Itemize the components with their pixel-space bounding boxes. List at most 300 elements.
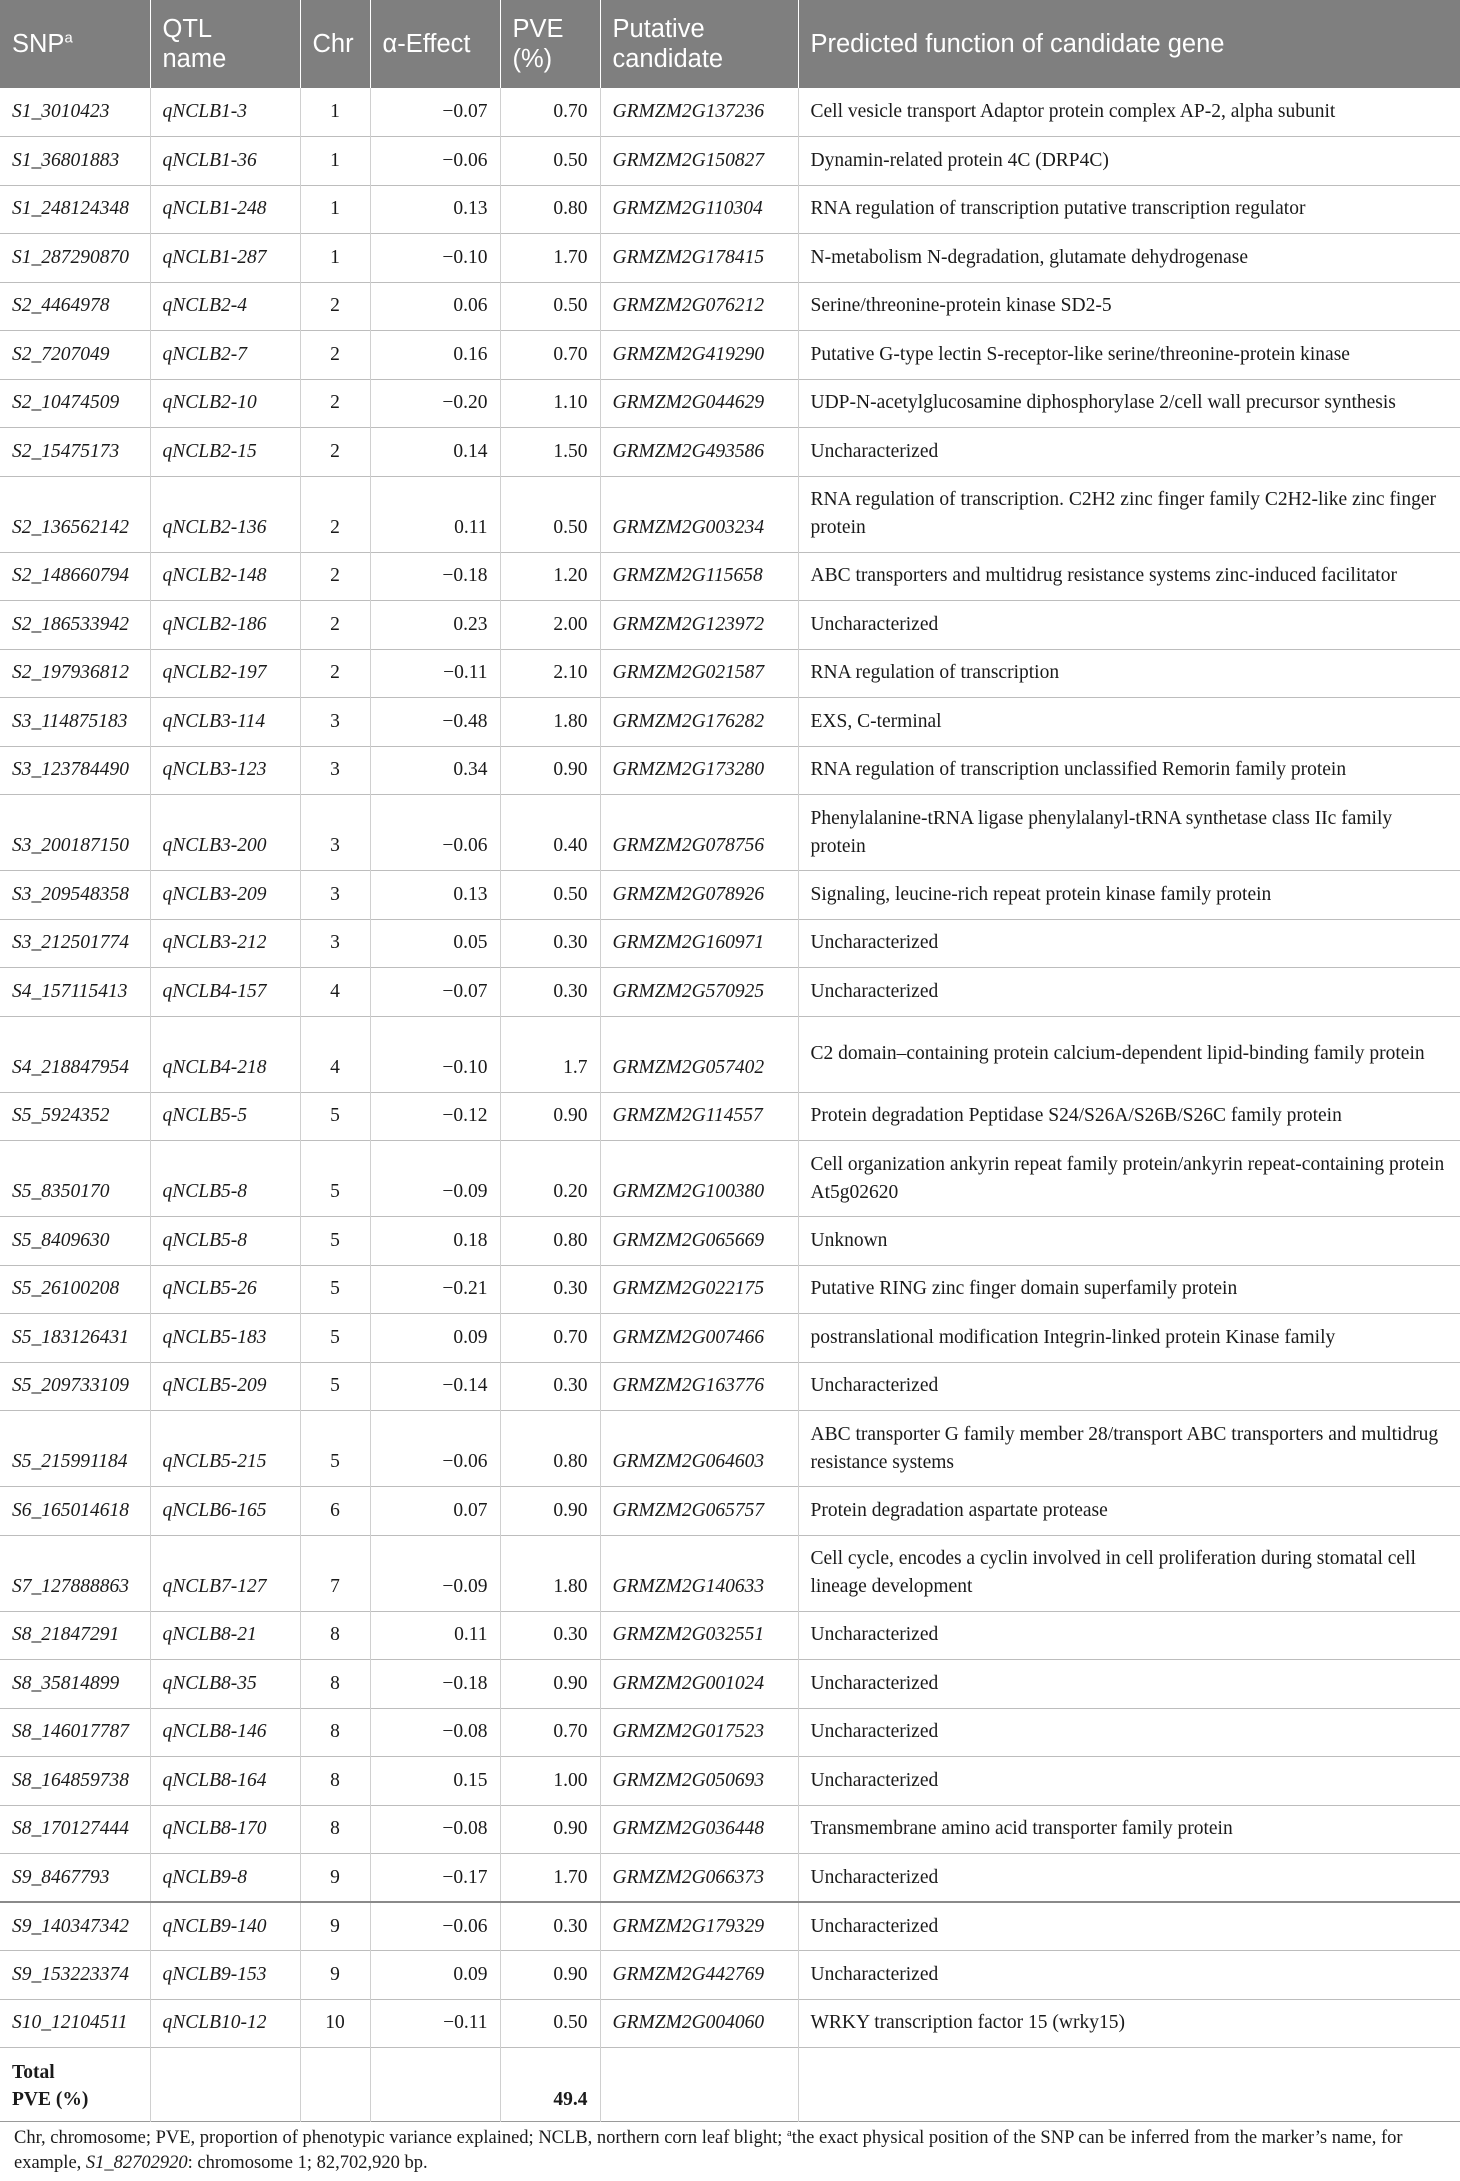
pve-cell: 0.50 xyxy=(500,871,600,920)
chr-cell: 5 xyxy=(300,1265,370,1314)
effect-cell: −0.08 xyxy=(370,1805,500,1854)
pve-cell: 0.90 xyxy=(500,1487,600,1536)
qtl-name-cell: qNCLB5-26 xyxy=(150,1265,300,1314)
effect-cell: 0.11 xyxy=(370,476,500,552)
snp-cell: S5_26100208 xyxy=(0,1265,150,1314)
function-cell: Phenylalanine-tRNA ligase phenylalanyl-tRNA synthetase class IIc family protein xyxy=(810,807,1393,857)
table-row xyxy=(0,234,1460,283)
table-row xyxy=(0,88,1460,137)
pve-cell: 1.70 xyxy=(500,1854,600,1903)
pve-cell: 0.80 xyxy=(500,1217,600,1266)
gene-cell: GRMZM2G419290 xyxy=(600,331,798,380)
effect-cell: −0.11 xyxy=(370,649,500,698)
table-body xyxy=(0,88,1460,2122)
qtl-name-cell: qNCLB2-10 xyxy=(150,379,300,428)
function-cell: Cell organization ankyrin repeat family protein/ankyrin repeat-containing protein At5g02620 xyxy=(810,1153,1445,1203)
gene-cell: GRMZM2G115658 xyxy=(600,552,798,601)
table-row xyxy=(0,871,1460,920)
snp-cell: S3_212501774 xyxy=(0,919,150,968)
gene-cell: GRMZM2G064603 xyxy=(600,1411,798,1487)
table-row xyxy=(0,185,1460,234)
function-cell: Uncharacterized xyxy=(810,440,939,462)
pve-cell: 1.70 xyxy=(500,234,600,283)
total-empty-cell xyxy=(798,2048,1460,2122)
snp-cell: S4_157115413 xyxy=(0,968,150,1017)
snp-cell: S2_197936812 xyxy=(0,649,150,698)
snp-cell: S8_170127444 xyxy=(0,1805,150,1854)
gene-cell: GRMZM2G442769 xyxy=(600,1951,798,2000)
qtl-name-cell: qNCLB5-8 xyxy=(150,1217,300,1266)
effect-cell: 0.14 xyxy=(370,428,500,477)
function-cell: Uncharacterized xyxy=(810,1866,939,1888)
function-cell: ABC transporter G family member 28/transport ABC transporters and multidrug resistance systems xyxy=(810,1423,1439,1473)
chr-cell: 8 xyxy=(300,1660,370,1709)
table-header xyxy=(0,0,1460,88)
gene-cell: GRMZM2G178415 xyxy=(600,234,798,283)
chr-cell: 9 xyxy=(300,1854,370,1903)
table-row xyxy=(0,601,1460,650)
pve-cell: 1.50 xyxy=(500,428,600,477)
snp-cell: S5_5924352 xyxy=(0,1092,150,1141)
header-pve xyxy=(500,0,600,88)
effect-cell: −0.17 xyxy=(370,1854,500,1903)
footnote-mark: a xyxy=(787,2126,792,2139)
snp-cell: S7_127888863 xyxy=(0,1535,150,1611)
header-putative-candidate xyxy=(600,0,798,88)
table-row xyxy=(0,1487,1460,1536)
header-putative-line1: Putative xyxy=(612,15,705,43)
pve-cell: 0.90 xyxy=(500,746,600,795)
function-cell: Protein degradation aspartate protease xyxy=(810,1499,1108,1521)
header-chr: Chr xyxy=(300,0,370,88)
header-snp-label: SNP xyxy=(12,30,65,58)
gene-cell: GRMZM2G078756 xyxy=(600,795,798,871)
function-cell: Uncharacterized xyxy=(810,613,939,635)
table-row xyxy=(0,1016,1460,1092)
snp-cell: S5_8409630 xyxy=(0,1217,150,1266)
effect-cell: 0.11 xyxy=(370,1611,500,1660)
function-cell: Cell vesicle transport Adaptor protein complex AP-2, alpha subunit xyxy=(810,101,1336,122)
function-cell: Serine/threonine-protein kinase SD2-5 xyxy=(810,295,1112,317)
pve-cell: 1.80 xyxy=(500,698,600,747)
pve-cell: 0.30 xyxy=(500,1265,600,1314)
effect-cell: −0.07 xyxy=(370,88,500,137)
chr-cell: 10 xyxy=(300,1999,370,2048)
qtl-name-cell: qNCLB2-197 xyxy=(150,649,300,698)
effect-cell: −0.06 xyxy=(370,1411,500,1487)
gene-cell: GRMZM2G078926 xyxy=(600,871,798,920)
table-row xyxy=(0,379,1460,428)
table-row xyxy=(0,331,1460,380)
table-row xyxy=(0,1611,1460,1660)
table-row xyxy=(0,1362,1460,1411)
total-label-line2: PVE (%) xyxy=(12,2089,89,2110)
gene-cell: GRMZM2G100380 xyxy=(600,1141,798,1217)
table-row xyxy=(0,649,1460,698)
qtl-name-cell: qNCLB9-153 xyxy=(150,1951,300,2000)
function-cell: Uncharacterized xyxy=(810,1915,939,1937)
table-row xyxy=(0,137,1460,186)
effect-cell: 0.16 xyxy=(370,331,500,380)
gene-cell: GRMZM2G137236 xyxy=(600,88,798,137)
table-row xyxy=(0,1660,1460,1709)
chr-cell: 6 xyxy=(300,1487,370,1536)
qtl-name-cell: qNCLB9-8 xyxy=(150,1854,300,1903)
total-label-line1: Total xyxy=(12,2062,55,2083)
qtl-name-cell: qNCLB3-200 xyxy=(150,795,300,871)
qtl-name-cell: qNCLB9-140 xyxy=(150,1902,300,1951)
chr-cell: 1 xyxy=(300,185,370,234)
footnote-text-2: the exact physical position of the SNP can be inferred from the marker’s name, for example, xyxy=(14,2128,1403,2173)
qtl-name-cell: qNCLB2-136 xyxy=(150,476,300,552)
effect-cell: −0.48 xyxy=(370,698,500,747)
effect-cell: 0.07 xyxy=(370,1487,500,1536)
chr-cell: 5 xyxy=(300,1411,370,1487)
snp-cell: S2_148660794 xyxy=(0,552,150,601)
snp-cell: S1_36801883 xyxy=(0,137,150,186)
table-row xyxy=(0,1141,1460,1217)
table-row xyxy=(0,1092,1460,1141)
chr-cell: 3 xyxy=(300,795,370,871)
header-qtl-line1: QTL xyxy=(162,15,213,43)
pve-cell: 0.50 xyxy=(500,1999,600,2048)
chr-cell: 8 xyxy=(300,1708,370,1757)
gene-cell: GRMZM2G065669 xyxy=(600,1217,798,1266)
effect-cell: 0.09 xyxy=(370,1314,500,1363)
qtl-name-cell: qNCLB8-21 xyxy=(150,1611,300,1660)
gene-cell: GRMZM2G076212 xyxy=(600,282,798,331)
pve-cell: 0.40 xyxy=(500,795,600,871)
qtl-name-cell: qNCLB1-287 xyxy=(150,234,300,283)
function-cell: Dynamin-related protein 4C (DRP4C) xyxy=(810,149,1109,171)
chr-cell: 9 xyxy=(300,1951,370,2000)
pve-cell: 0.70 xyxy=(500,88,600,137)
function-cell: ABC transporters and multidrug resistance systems zinc-induced facilitator xyxy=(810,565,1397,587)
chr-cell: 2 xyxy=(300,476,370,552)
chr-cell: 4 xyxy=(300,1016,370,1092)
gene-cell: GRMZM2G003234 xyxy=(600,476,798,552)
effect-cell: −0.06 xyxy=(370,1902,500,1951)
pve-cell: 0.80 xyxy=(500,185,600,234)
effect-cell: −0.18 xyxy=(370,1660,500,1709)
qtl-name-cell: qNCLB3-114 xyxy=(150,698,300,747)
gene-cell: GRMZM2G163776 xyxy=(600,1362,798,1411)
pve-cell: 0.30 xyxy=(500,1902,600,1951)
gene-cell: GRMZM2G173280 xyxy=(600,746,798,795)
qtl-name-cell: qNCLB4-218 xyxy=(150,1016,300,1092)
snp-cell: S8_35814899 xyxy=(0,1660,150,1709)
function-cell: Putative G-type lectin S-receptor-like serine/threonine-protein kinase xyxy=(810,343,1350,365)
qtl-name-cell: qNCLB2-186 xyxy=(150,601,300,650)
effect-cell: 0.09 xyxy=(370,1951,500,2000)
snp-cell: S2_4464978 xyxy=(0,282,150,331)
effect-cell: 0.13 xyxy=(370,185,500,234)
qtl-name-cell: qNCLB8-35 xyxy=(150,1660,300,1709)
table-row xyxy=(0,1805,1460,1854)
pve-cell: 0.90 xyxy=(500,1951,600,2000)
footnote-example-marker: S1_82702920 xyxy=(85,2153,188,2173)
function-cell: Protein degradation Peptidase S24/S26A/S26B/S26C family protein xyxy=(810,1105,1342,1127)
function-cell: Transmembrane amino acid transporter family protein xyxy=(810,1818,1233,1840)
effect-cell: 0.34 xyxy=(370,746,500,795)
header-qtl-line2: name xyxy=(162,45,227,73)
effect-cell: −0.06 xyxy=(370,795,500,871)
pve-cell: 0.50 xyxy=(500,137,600,186)
effect-cell: −0.10 xyxy=(370,234,500,283)
snp-cell: S2_15475173 xyxy=(0,428,150,477)
effect-cell: −0.20 xyxy=(370,379,500,428)
header-snp-footnote-mark: a xyxy=(64,30,73,47)
snp-cell: S3_114875183 xyxy=(0,698,150,747)
snp-cell: S10_12104511 xyxy=(0,1999,150,2048)
function-cell: postranslational modification Integrin-linked protein Kinase family xyxy=(810,1326,1336,1348)
chr-cell: 2 xyxy=(300,379,370,428)
function-cell: RNA regulation of transcription. C2H2 zinc finger family C2H2-like zinc finger protein xyxy=(810,489,1436,538)
pve-cell: 0.20 xyxy=(500,1141,600,1217)
header-putative-line2: candidate xyxy=(612,45,724,73)
table-row xyxy=(0,1217,1460,1266)
pve-cell: 0.50 xyxy=(500,282,600,331)
chr-cell: 5 xyxy=(300,1092,370,1141)
total-empty-cell xyxy=(600,2048,798,2122)
function-cell: Uncharacterized xyxy=(810,1963,939,1985)
snp-cell: S3_123784490 xyxy=(0,746,150,795)
function-cell: Uncharacterized xyxy=(810,1769,939,1791)
qtl-name-cell: qNCLB7-127 xyxy=(150,1535,300,1611)
pve-cell: 0.50 xyxy=(500,476,600,552)
table-row xyxy=(0,1708,1460,1757)
total-empty-cell xyxy=(370,2048,500,2122)
chr-cell: 5 xyxy=(300,1314,370,1363)
gene-cell: GRMZM2G123972 xyxy=(600,601,798,650)
function-cell: RNA regulation of transcription unclassified Remorin family protein xyxy=(810,759,1347,781)
function-cell: Uncharacterized xyxy=(810,980,939,1002)
gene-cell: GRMZM2G021587 xyxy=(600,649,798,698)
snp-cell: S1_248124348 xyxy=(0,185,150,234)
table-row xyxy=(0,698,1460,747)
chr-cell: 3 xyxy=(300,919,370,968)
function-cell: Cell cycle, encodes a cyclin involved in cell proliferation during stomatal cell lineage development xyxy=(810,1548,1416,1597)
qtl-name-cell: qNCLB2-7 xyxy=(150,331,300,380)
total-empty-cell xyxy=(150,2048,300,2122)
qtl-name-cell: qNCLB3-123 xyxy=(150,746,300,795)
qtl-name-cell: qNCLB8-146 xyxy=(150,1708,300,1757)
snp-cell: S1_287290870 xyxy=(0,234,150,283)
effect-cell: −0.14 xyxy=(370,1362,500,1411)
snp-cell: S9_8467793 xyxy=(0,1854,150,1903)
effect-cell: −0.21 xyxy=(370,1265,500,1314)
effect-cell: 0.23 xyxy=(370,601,500,650)
table-row xyxy=(0,1854,1460,1903)
snp-cell: S8_146017787 xyxy=(0,1708,150,1757)
effect-cell: 0.15 xyxy=(370,1757,500,1806)
gene-cell: GRMZM2G001024 xyxy=(600,1660,798,1709)
table-row xyxy=(0,1314,1460,1363)
pve-cell: 1.20 xyxy=(500,552,600,601)
total-row xyxy=(0,2048,1460,2122)
function-cell: Unknown xyxy=(810,1229,888,1251)
effect-cell: −0.11 xyxy=(370,1999,500,2048)
qtl-name-cell: qNCLB1-3 xyxy=(150,88,300,137)
pve-cell: 1.80 xyxy=(500,1535,600,1611)
function-cell: Uncharacterized xyxy=(810,1672,939,1694)
table-row xyxy=(0,795,1460,871)
qtl-name-cell: qNCLB3-212 xyxy=(150,919,300,968)
table-row xyxy=(0,1265,1460,1314)
qtl-name-cell: qNCLB10-12 xyxy=(150,1999,300,2048)
function-cell: WRKY transcription factor 15 (wrky15) xyxy=(810,2012,1125,2034)
footnote-text: Chr, chromosome; PVE, proportion of phenotypic variance explained; NCLB, northern corn leaf blight; xyxy=(14,2128,787,2148)
snp-cell: S3_200187150 xyxy=(0,795,150,871)
snp-cell: S5_209733109 xyxy=(0,1362,150,1411)
function-cell: RNA regulation of transcription putative transcription regulator xyxy=(810,198,1306,220)
qtl-name-cell: qNCLB5-5 xyxy=(150,1092,300,1141)
function-cell: Signaling, leucine-rich repeat protein kinase family protein xyxy=(810,883,1272,905)
gene-cell: GRMZM2G057402 xyxy=(600,1016,798,1092)
function-cell: EXS, C-terminal xyxy=(810,710,942,732)
gene-cell: GRMZM2G036448 xyxy=(600,1805,798,1854)
gene-cell: GRMZM2G007466 xyxy=(600,1314,798,1363)
table-row xyxy=(0,1411,1460,1487)
gene-cell: GRMZM2G004060 xyxy=(600,1999,798,2048)
gene-cell: GRMZM2G160971 xyxy=(600,919,798,968)
gene-cell: GRMZM2G140633 xyxy=(600,1535,798,1611)
pve-cell: 2.10 xyxy=(500,649,600,698)
gene-cell: GRMZM2G065757 xyxy=(600,1487,798,1536)
chr-cell: 2 xyxy=(300,282,370,331)
snp-cell: S2_10474509 xyxy=(0,379,150,428)
chr-cell: 1 xyxy=(300,88,370,137)
function-cell: Uncharacterized xyxy=(810,1721,939,1743)
pve-cell: 0.30 xyxy=(500,968,600,1017)
effect-cell: −0.09 xyxy=(370,1535,500,1611)
header-predicted-function: Predicted function of candidate gene xyxy=(810,30,1225,58)
pve-cell: 0.70 xyxy=(500,1708,600,1757)
snp-cell: S8_164859738 xyxy=(0,1757,150,1806)
chr-cell: 2 xyxy=(300,331,370,380)
header-pve-line1: PVE xyxy=(512,15,564,43)
effect-cell: −0.10 xyxy=(370,1016,500,1092)
snp-cell: S6_165014618 xyxy=(0,1487,150,1536)
function-cell: Uncharacterized xyxy=(810,932,939,954)
pve-cell: 0.90 xyxy=(500,1660,600,1709)
pve-cell: 0.70 xyxy=(500,1314,600,1363)
table-footnote xyxy=(14,2126,1448,2176)
pve-cell: 0.30 xyxy=(500,919,600,968)
chr-cell: 1 xyxy=(300,137,370,186)
function-cell: Uncharacterized xyxy=(810,1375,939,1397)
chr-cell: 2 xyxy=(300,552,370,601)
chr-cell: 5 xyxy=(300,1141,370,1217)
function-cell: UDP-N-acetylglucosamine diphosphorylase 2/cell wall precursor synthesis xyxy=(810,392,1396,414)
table-row xyxy=(0,1757,1460,1806)
chr-cell: 1 xyxy=(300,234,370,283)
pve-cell: 1.7 xyxy=(500,1016,600,1092)
function-cell: Putative RING zinc finger domain superfamily protein xyxy=(810,1278,1238,1300)
table-row xyxy=(0,746,1460,795)
snp-cell: S2_7207049 xyxy=(0,331,150,380)
qtl-name-cell: qNCLB5-8 xyxy=(150,1141,300,1217)
qtl-name-cell: qNCLB8-170 xyxy=(150,1805,300,1854)
qtl-name-cell: qNCLB6-165 xyxy=(150,1487,300,1536)
qtl-name-cell: qNCLB4-157 xyxy=(150,968,300,1017)
chr-cell: 5 xyxy=(300,1217,370,1266)
snp-cell: S3_209548358 xyxy=(0,871,150,920)
gene-cell: GRMZM2G176282 xyxy=(600,698,798,747)
table-row xyxy=(0,1999,1460,2048)
chr-cell: 5 xyxy=(300,1362,370,1411)
qtl-name-cell: qNCLB3-209 xyxy=(150,871,300,920)
snp-cell: S5_215991184 xyxy=(0,1411,150,1487)
gene-cell: GRMZM2G050693 xyxy=(600,1757,798,1806)
qtl-name-cell: qNCLB1-248 xyxy=(150,185,300,234)
snp-cell: S8_21847291 xyxy=(0,1611,150,1660)
header-pve-line2: (%) xyxy=(512,45,553,73)
chr-cell: 3 xyxy=(300,746,370,795)
snp-cell: S5_8350170 xyxy=(0,1141,150,1217)
gene-cell: GRMZM2G022175 xyxy=(600,1265,798,1314)
pve-cell: 0.90 xyxy=(500,1092,600,1141)
table-row xyxy=(0,1951,1460,2000)
qtl-name-cell: qNCLB5-183 xyxy=(150,1314,300,1363)
gene-cell: GRMZM2G066373 xyxy=(600,1854,798,1903)
gene-cell: GRMZM2G570925 xyxy=(600,968,798,1017)
snp-cell: S4_218847954 xyxy=(0,1016,150,1092)
chr-cell: 2 xyxy=(300,649,370,698)
effect-cell: −0.18 xyxy=(370,552,500,601)
effect-cell: −0.08 xyxy=(370,1708,500,1757)
gene-cell: GRMZM2G032551 xyxy=(600,1611,798,1660)
qtl-name-cell: qNCLB2-4 xyxy=(150,282,300,331)
table-row xyxy=(0,1902,1460,1951)
total-empty-cell xyxy=(300,2048,370,2122)
chr-cell: 3 xyxy=(300,698,370,747)
function-cell: RNA regulation of transcription xyxy=(810,662,1060,684)
qtl-name-cell: qNCLB5-209 xyxy=(150,1362,300,1411)
header-qtl-name xyxy=(150,0,300,88)
pve-cell: 1.00 xyxy=(500,1757,600,1806)
chr-cell: 2 xyxy=(300,601,370,650)
chr-cell: 8 xyxy=(300,1757,370,1806)
qtl-name-cell: qNCLB2-15 xyxy=(150,428,300,477)
table-row xyxy=(0,476,1460,552)
effect-cell: 0.18 xyxy=(370,1217,500,1266)
gene-cell: GRMZM2G017523 xyxy=(600,1708,798,1757)
function-cell: N-metabolism N-degradation, glutamate dehydrogenase xyxy=(810,246,1249,268)
effect-cell: −0.09 xyxy=(370,1141,500,1217)
gene-cell: GRMZM2G114557 xyxy=(600,1092,798,1141)
effect-cell: −0.06 xyxy=(370,137,500,186)
table-row xyxy=(0,428,1460,477)
pve-cell: 0.30 xyxy=(500,1611,600,1660)
pve-cell: 0.80 xyxy=(500,1411,600,1487)
snp-cell: S9_153223374 xyxy=(0,1951,150,2000)
chr-cell: 4 xyxy=(300,968,370,1017)
snp-cell: S5_183126431 xyxy=(0,1314,150,1363)
gene-cell: GRMZM2G179329 xyxy=(600,1902,798,1951)
footnote-text-3: : chromosome 1; 82,702,920 bp. xyxy=(187,2153,428,2173)
qtl-name-cell: qNCLB1-36 xyxy=(150,137,300,186)
snp-cell: S9_140347342 xyxy=(0,1902,150,1951)
qtl-name-cell: qNCLB2-148 xyxy=(150,552,300,601)
table-row xyxy=(0,919,1460,968)
effect-cell: 0.05 xyxy=(370,919,500,968)
effect-cell: −0.12 xyxy=(370,1092,500,1141)
chr-cell: 7 xyxy=(300,1535,370,1611)
snp-cell: S2_186533942 xyxy=(0,601,150,650)
snp-cell: S2_136562142 xyxy=(0,476,150,552)
chr-cell: 8 xyxy=(300,1611,370,1660)
